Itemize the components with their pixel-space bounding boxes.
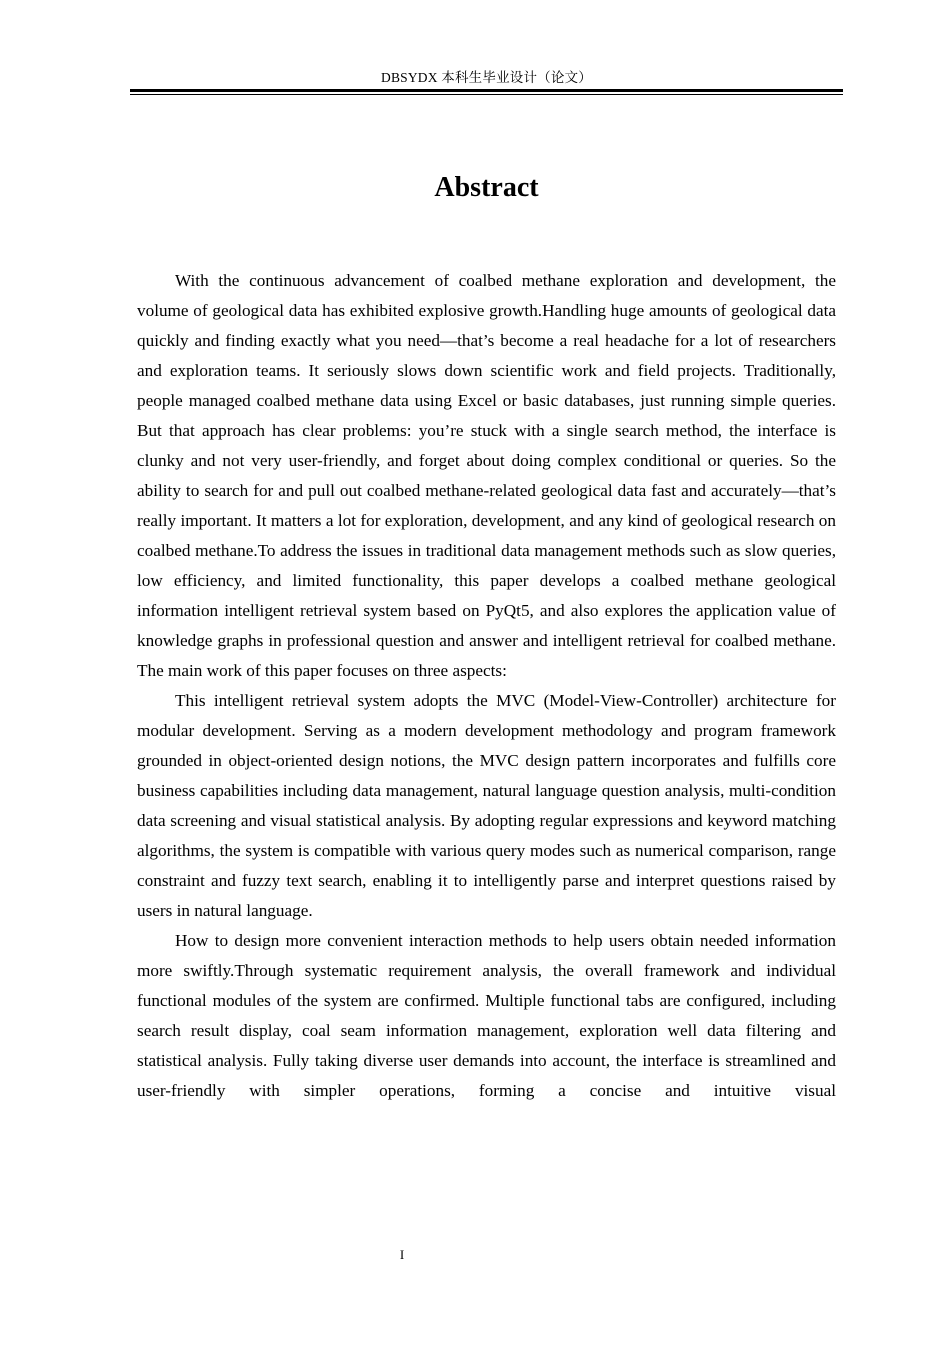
abstract-paragraph-3: How to design more convenient interaction methods to help users obtain needed information more swiftly.Through systematic requirement analysis, the overall framework and individual functional modules of the system are confirmed. Multiple functional tabs are configured, including search result display, coal seam information management, exploration well data filtering and statistical analysis. Fully taking diverse user demands into account, the interface is streamlined and user-friendly with simpler operations, forming a concise and intuitive visual [137,931,836,1100]
header-rule-thick [130,89,843,92]
page-number: I [399,1247,405,1262]
page-title: Abstract [434,172,539,203]
abstract-paragraph-2: This intelligent retrieval system adopts the MVC (Model-View-Controller) architecture for modular development. Serving as a modern development methodology and program framework grounded in object-oriented design notions, the MVC design pattern incorporates and fulfills core business capabilities including data management, natural language question analysis, multi-condition data screening and visual statistical analysis. By adopting regular expressions and keyword matching algorithms, the system is compatible with various query modes such as numerical comparison, range constraint and fuzzy text search, enabling it to intelligently parse and interpret questions raised by users in natural language. [137,691,836,920]
header-rule-thin [130,94,843,95]
abstract-body [137,266,836,1106]
running-header: DBSYDX 本科生毕业设计（论文） [381,70,592,85]
abstract-paragraph-1: With the continuous advancement of coalbed methane exploration and development, the volume of geological data has exhibited explosive growth.Handling huge amounts of geological data quickly and finding exactly what you need—that’s become a real headache for a lot of researchers and exploration teams. It seriously slows down scientific work and field projects. Traditionally, people managed coalbed methane data using Excel or basic databases, just running simple queries. But that approach has clear problems: you’re stuck with a single search method, the interface is clunky and not very user-friendly, and forget about doing complex conditional or queries. So the ability to search for and pull out coalbed methane-related geological data fast and accurately—that’s really important. It matters a lot for exploration, development, and any kind of geological research on coalbed methane.To address the issues in traditional data management methods such as slow queries, low efficiency, and limited functionality, this paper develops a coalbed methane geological information intelligent retrieval system based on PyQt5, and also explores the application value of knowledge graphs in professional question and answer and intelligent retrieval for coalbed methane. The main work of this paper focuses on three aspects: [137,271,836,680]
